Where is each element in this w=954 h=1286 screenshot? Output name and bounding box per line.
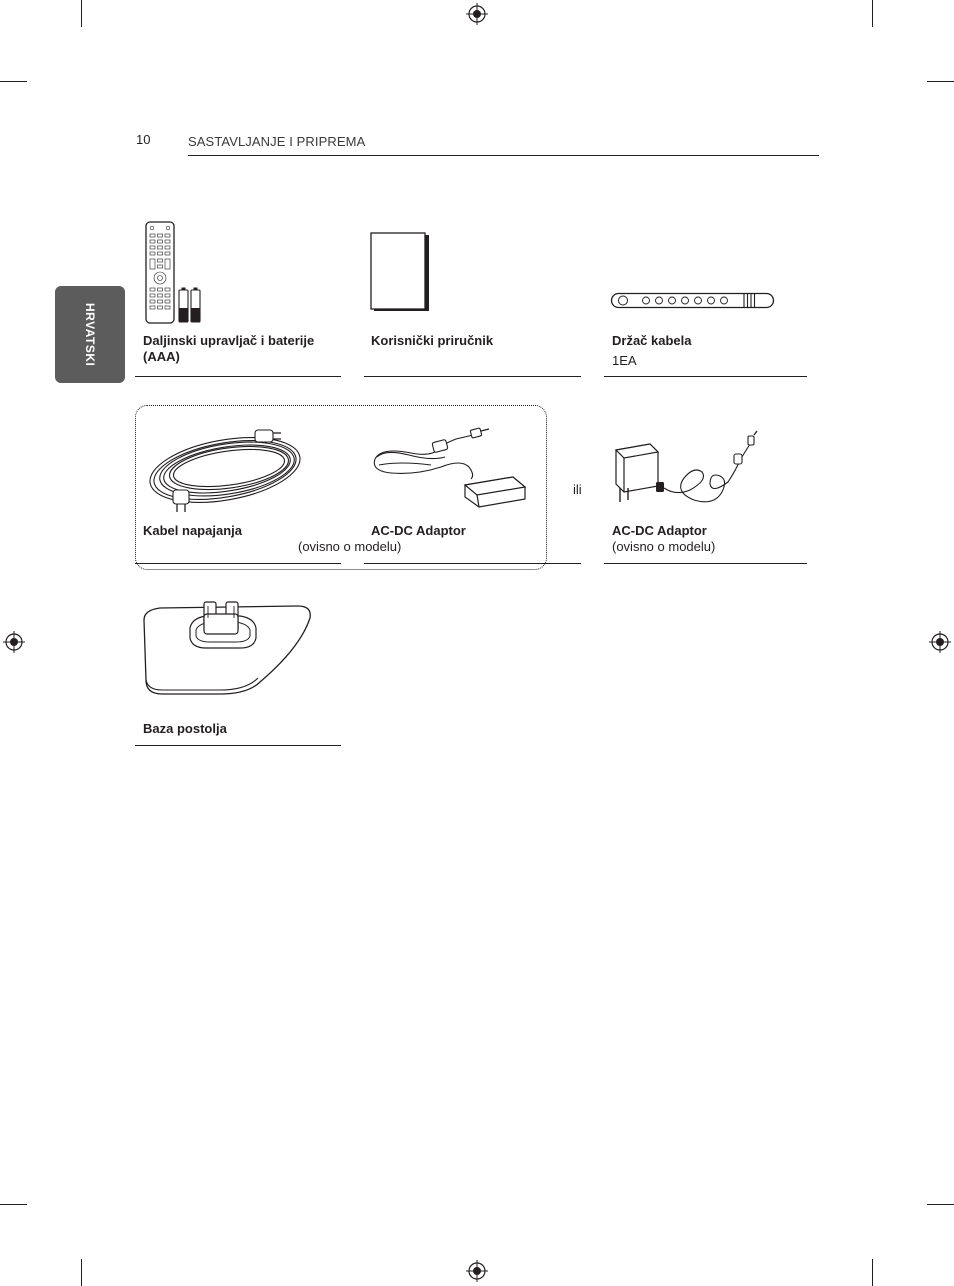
language-tab <box>55 286 125 383</box>
power-cord-icon <box>145 422 309 514</box>
crop-mark <box>0 1204 27 1205</box>
registration-mark-icon <box>466 1260 488 1282</box>
crop-mark <box>927 81 954 82</box>
item-quantity-cable-holder: 1EA <box>612 353 637 368</box>
item-rule <box>135 563 341 564</box>
or-label: ili <box>573 482 582 497</box>
page-number: 10 <box>136 132 151 147</box>
language-tab-label: HRVATSKI <box>83 302 97 367</box>
remote-control-with-batteries-icon <box>143 220 205 326</box>
stand-base-icon <box>140 598 316 700</box>
item-rule <box>364 563 581 564</box>
ac-dc-adapter-box-icon <box>371 427 531 509</box>
crop-mark <box>872 1259 873 1286</box>
registration-mark-icon <box>3 631 25 653</box>
item-label-manual: Korisnički priručnik <box>371 333 494 348</box>
ac-dc-adapter-wall-plug-icon <box>610 430 766 510</box>
item-rule <box>135 376 341 377</box>
registration-mark-icon <box>929 631 951 653</box>
item-rule <box>135 745 341 746</box>
crop-mark <box>81 1259 82 1286</box>
item-rule <box>604 376 807 377</box>
group-note: (ovisno o modelu) <box>298 539 402 554</box>
header-rule <box>188 155 819 156</box>
item-rule <box>364 376 581 377</box>
item-label-power-cord: Kabel napajanja <box>143 523 242 538</box>
section-title: SASTAVLJANJE I PRIPREMA <box>188 134 366 149</box>
crop-mark <box>0 81 27 82</box>
item-label-cable-holder: Držač kabela <box>612 333 692 348</box>
item-note-ac-dc-adapter-2: (ovisno o modelu) <box>612 539 716 554</box>
cable-holder-icon <box>610 290 776 312</box>
item-rule <box>604 563 807 564</box>
item-label-remote: Daljinski upravljač i baterije (AAA) <box>143 333 315 364</box>
crop-mark <box>872 0 873 27</box>
item-label-ac-dc-adapter-2: AC-DC Adaptor <box>612 523 707 538</box>
item-label-stand-base: Baza postolja <box>143 721 227 736</box>
item-label-ac-dc-adapter-1: AC-DC Adaptor <box>371 523 466 538</box>
crop-mark <box>81 0 82 27</box>
registration-mark-icon <box>466 3 488 25</box>
user-manual-icon <box>369 232 431 312</box>
crop-mark <box>927 1204 954 1205</box>
